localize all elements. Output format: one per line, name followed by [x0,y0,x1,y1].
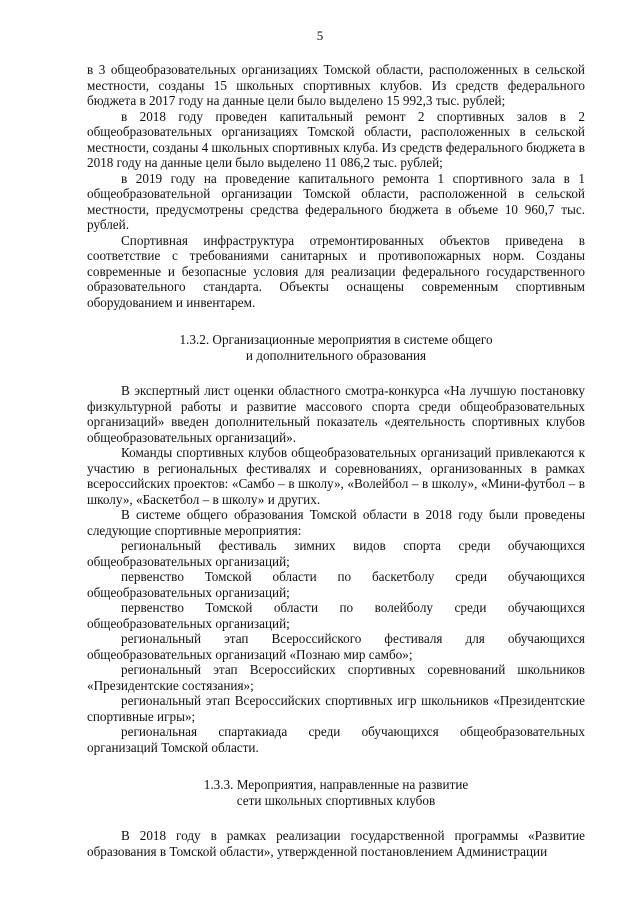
list-item: региональный фестиваль зимних видов спорта среди обучающихся общеобразовательных организаций; [87,538,585,569]
paragraph: Команды спортивных клубов общеобразовательных организаций привлекаются к участию в региональных фестивалях и соревнованиях, организованных в рамках всероссийских проектов: «Самбо – в школу», «Волейбол – в школу», «Мини-футбол – в школу», «Баскетбол – в школу» и других. [87,445,585,507]
paragraph: В системе общего образования Томской области в 2018 году были проведены следующие спортивные мероприятия: [87,507,585,538]
document-body [87,62,585,859]
paragraph: В 2018 году в рамках реализации государственной программы «Развитие образования в Томской области», утвержденной постановлением Администрации [87,828,585,859]
section-heading-1-3-3 [87,777,585,808]
paragraph: в 2019 году на проведение капитального ремонта 1 спортивного зала в 1 общеобразовательной организации Томской области, расположенной в сельской местности, предусмотрены средства федерального бюджета в объеме 10 960,7 тыс. рублей. [87,170,585,232]
paragraph: в 3 общеобразовательных организациях Томской области, расположенных в сельской местности, созданы 15 школьных спортивных клубов. Из средств федерального бюджета в 2017 году на данные цели было выделено 15 992,3 тыс. рублей; [87,62,585,108]
list-item: региональный этап Всероссийских спортивных игр школьников «Президентские спортивные игры»; [87,693,585,724]
heading-line: и дополнительного образования [245,347,427,363]
list-item: региональная спартакиада среди обучающихся общеобразовательных организаций Томской области. [87,724,585,755]
heading-line: сети школьных спортивных клубов [236,792,436,808]
list-item: первенство Томской области по волейболу среди обучающихся общеобразовательных организаций; [87,600,585,631]
paragraph: В экспертный лист оценки областного смотра-конкурса «На лучшую постановку физкультурной работы и развитие массового спорта среди общеобразовательных организаций» введен дополнительный показатель «деятельность спортивных клубов общеобразовательных организаций». [87,383,585,445]
list-item: первенство Томской области по баскетболу среди обучающихся общеобразовательных организаций; [87,569,585,600]
page-number: 5 [316,28,324,43]
heading-line: 1.3.3. Мероприятия, направленные на развитие [203,777,469,792]
paragraph: в 2018 году проведен капитальный ремонт 2 спортивных залов в 2 общеобразовательных организациях Томской области, расположенных в сельской местности, созданы 4 школьных спортивных клуба. Из средств федерального бюджета в 2018 году на данные цели было выделено 11 086,2 тыс. рублей; [87,108,585,170]
section-heading-1-3-2 [87,332,585,363]
list-item: региональный этап Всероссийского фестиваля для обучающихся общеобразовательных организаций «Познаю мир самбо»; [87,631,585,662]
heading-line: 1.3.2. Организационные мероприятия в системе общего [179,332,493,347]
paragraph: Спортивная инфраструктура отремонтированных объектов приведена в соответствие с требованиями санитарных и противопожарных норм. Созданы современные и безопасные условия для реализации федерального государственного образовательного стандарта. Объекты оснащены современным спортивным оборудованием и инвентарем. [87,232,585,310]
list-item: региональный этап Всероссийских спортивных соревнований школьников «Президентские состязания»; [87,662,585,693]
